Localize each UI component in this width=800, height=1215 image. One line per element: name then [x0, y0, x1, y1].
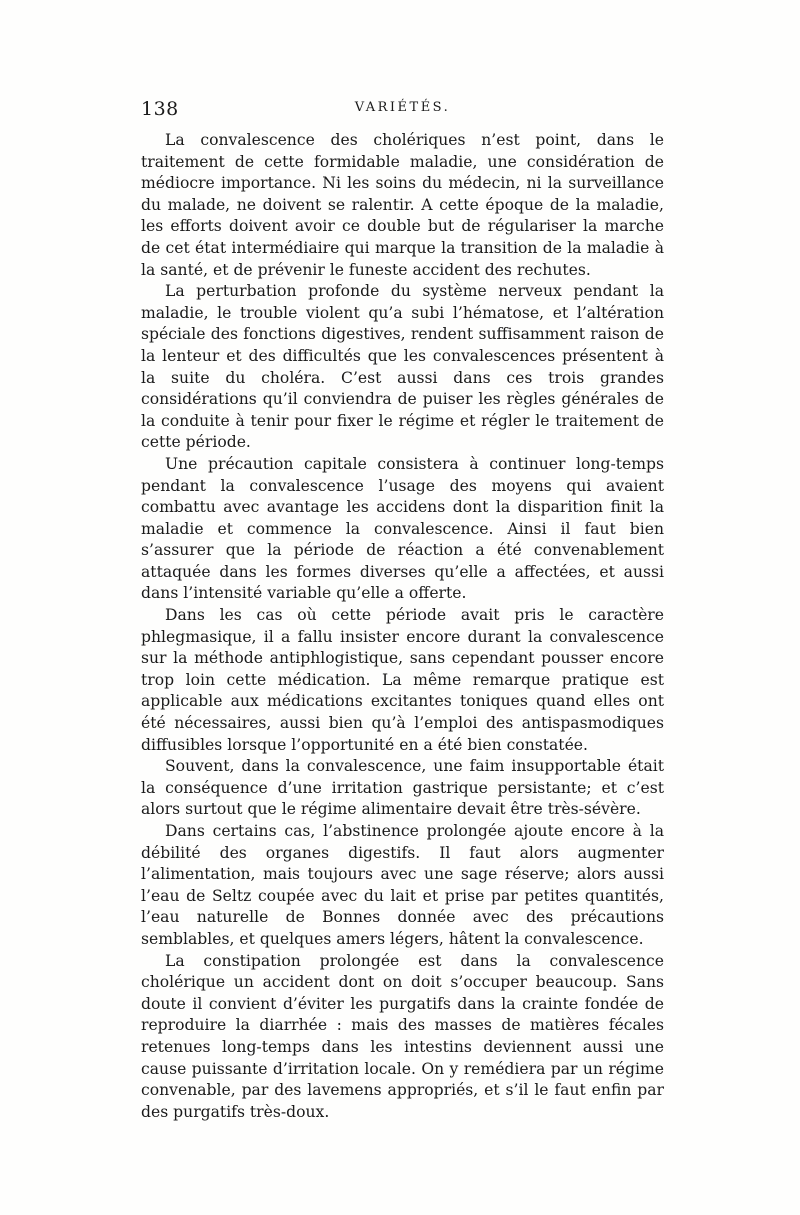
paragraph-insupportable-hunger: Souvent, dans la convalescence, une faim insupportable était la conséquence d’une irritation gastrique persistante; et c’est alors surtout que le régime alimentaire devait être très-sévère. [141, 757, 664, 819]
paragraph-nervous-perturbation: La perturbation profonde du système nerveux pendant la maladie, le trouble violent qu’a subi l’hématose, et l’altération spéciale des fonctions digestives, rendent suffisamment raison de la lenteur et des difficultés que les convalescences présentent à la suite du choléra. C’est aussi dans ces trois grandes considérations qu’il conviendra de puiser les règles générales de la conduite à tenir pour fixer le régime et régler le traitement de cette période. [141, 282, 664, 452]
paragraph-prolonged-abstinence: Dans certains cas, l’abstinence prolongée ajoute encore à la débilité des organes digestifs. Il faut alors augmenter l’alimentation, mais toujours avec une sage réserve; alors aussi l’eau de Seltz coupée avec du lait et prise par petites quantités, l’eau naturelle de Bonnes donnée avec des précautions semblables, et quelques amers légers, hâtent la convalescence. [141, 822, 664, 948]
paragraph-phlegmasic-period: Dans les cas où cette période avait pris le caractère phlegmasique, il a fallu insister encore durant la convalescence sur la méthode antiphlogistique, sans cependant pousser encore trop loin cette médication. La même remarque pratique est applicable aux médications excitantes toniques quand elles ont été nécessaires, aussi bien qu’à l’emploi des antispasmodiques diffusibles lorsque l’opportunité en a été bien constatée. [141, 606, 664, 754]
running-head: VARIÉTÉS. [354, 100, 451, 115]
paragraph-constipation: La constipation prolongée est dans la convalescence cholérique un accident dont on doit s’occuper beaucoup. Sans doute il convient d’éviter les purgatifs dans la crainte fondée de reproduire la diarrhée : mais des masses de matières fécales retenues long-temps dans les intestins deviennent aussi une cause puissante d’irritation locale. On y remédiera par un régime convenable, par des lavemens appropriés, et s’il le faut enfin par des purgatifs très-doux. [141, 951, 664, 1121]
paragraph-convalescence-importance: La convalescence des cholériques n’est point, dans le traitement de cette formidable maladie, une considération de médiocre importance. Ni les soins du médecin, ni la surveillance du malade, ne doivent se ralentir. A cette époque de la maladie, les efforts doivent avoir ce double but de régulariser la marche de cet état intermédiaire qui marque la transition de la maladie à la santé, et de prévenir le funeste accident des rechutes. [141, 131, 664, 279]
page-header [141, 98, 664, 122]
paragraph-capital-precaution: Une précaution capitale consistera à continuer long-temps pendant la convalescence l’usage des moyens qui avaient combattu avec avantage les accidens dont la disparition finit la maladie et commence la convalescence. Ainsi il faut bien s’assurer que la période de réaction a été convenablement attaquée dans les formes diverses qu’elle a affectées, et aussi dans l’intensité variable qu’elle a offerte. [141, 454, 664, 603]
page-number: 138 [141, 98, 179, 120]
body-text [141, 130, 664, 1123]
